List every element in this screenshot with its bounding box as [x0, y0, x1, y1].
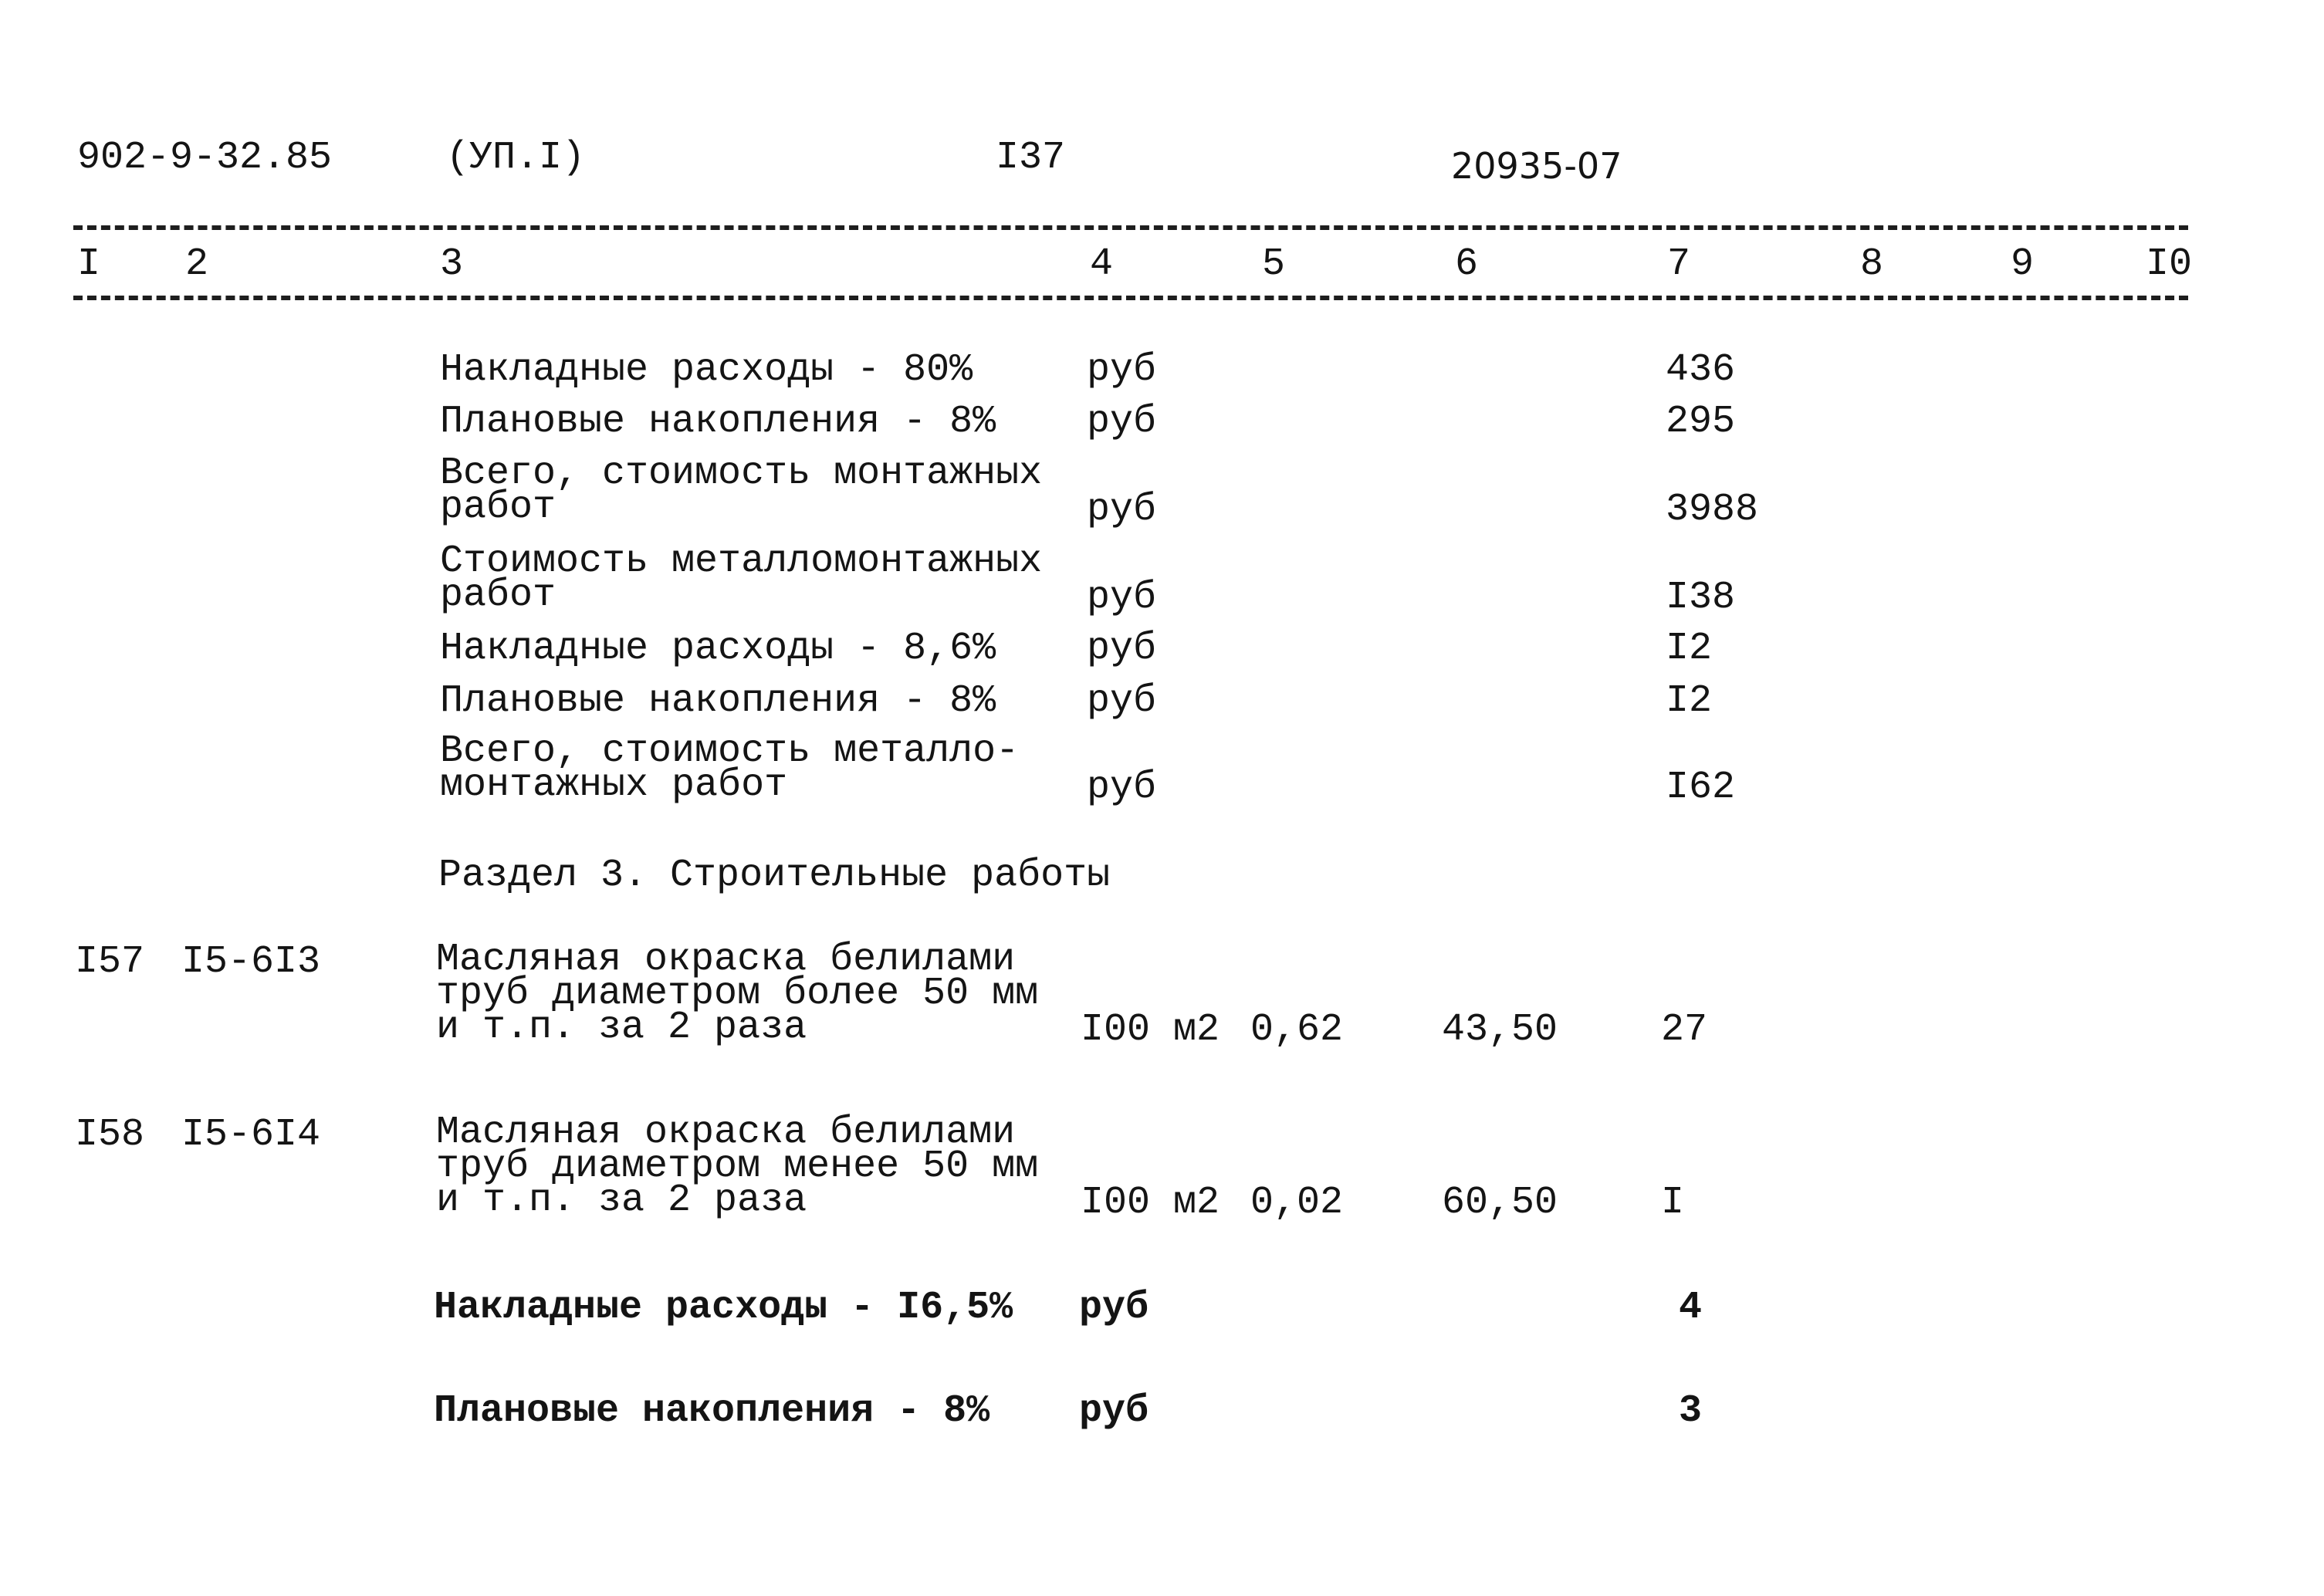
column-header-1: I [77, 242, 101, 286]
row-unit: руб [1079, 1286, 1149, 1330]
item-quantity: 0,02 [1250, 1181, 1344, 1225]
row-description: Накладные расходы - 80% [440, 348, 973, 392]
column-header-4: 4 [1090, 242, 1114, 286]
column-header-3: 3 [440, 242, 464, 286]
row-description: Плановые накопления - 8% [440, 400, 996, 444]
row-unit: руб [1087, 576, 1157, 620]
row-total: I38 [1666, 576, 1736, 620]
header-bottom-rule [73, 296, 2188, 300]
row-total: I2 [1666, 679, 1713, 723]
row-description: Накладные расходы - 8,6% [440, 627, 996, 671]
item-unit: I00 м2 [1081, 1181, 1220, 1225]
item-code: I5-6I3 [181, 940, 321, 984]
item-total: 27 [1661, 1008, 1708, 1052]
row-description: Плановые накопления - 8% [434, 1389, 990, 1433]
row-total: 3988 [1666, 488, 1759, 532]
section-title: Раздел 3. Строительные работы [438, 854, 1111, 898]
column-header-8: 8 [1860, 242, 1884, 286]
item-unit-price: 60,50 [1442, 1181, 1558, 1225]
row-unit: руб [1087, 679, 1157, 723]
row-unit: руб [1087, 400, 1157, 444]
row-total: I2 [1666, 627, 1713, 671]
item-total: I [1661, 1181, 1685, 1225]
row-description: Плановые накопления - 8% [440, 679, 996, 723]
row-unit: руб [1087, 348, 1157, 392]
item-unit-price: 43,50 [1442, 1008, 1558, 1052]
row-total: 295 [1666, 400, 1736, 444]
document-code: 902-9-32.85 [77, 136, 333, 180]
column-header-10: I0 [2146, 242, 2193, 286]
row-unit: руб [1087, 627, 1157, 671]
row-total: 4 [1679, 1286, 1703, 1330]
page-number: I37 [996, 136, 1066, 180]
column-header-9: 9 [2011, 242, 2035, 286]
row-unit: руб [1087, 766, 1157, 810]
row-total: 436 [1666, 348, 1736, 392]
row-description: Всего, стоимость металло- монтажных работ [440, 729, 1020, 807]
column-header-5: 5 [1262, 242, 1286, 286]
section-code: (УП.I) [446, 136, 586, 180]
column-header-7: 7 [1667, 242, 1691, 286]
row-unit: руб [1087, 488, 1157, 532]
column-header-2: 2 [185, 242, 209, 286]
item-description: Масляная окраска белилами труб диаметром менее 50 мм и т.п. за 2 раза [436, 1111, 1039, 1222]
row-unit: руб [1079, 1389, 1149, 1433]
item-code: I5-6I4 [181, 1113, 321, 1157]
row-description: Стоимость металломонтажных работ [440, 539, 1043, 617]
inventory-number: 20935-07 [1451, 145, 1622, 187]
row-total: I62 [1666, 766, 1736, 810]
row-description: Накладные расходы - I6,5% [434, 1286, 1013, 1330]
item-number: I58 [75, 1113, 145, 1157]
item-unit: I00 м2 [1081, 1008, 1220, 1052]
column-header-6: 6 [1455, 242, 1479, 286]
item-quantity: 0,62 [1250, 1008, 1344, 1052]
item-number: I57 [75, 940, 145, 984]
header-top-rule [73, 225, 2188, 230]
row-total: 3 [1679, 1389, 1703, 1433]
row-description: Всего, стоимость монтажных работ [440, 451, 1043, 529]
item-description: Масляная окраска белилами труб диаметром более 50 мм и т.п. за 2 раза [436, 938, 1039, 1050]
